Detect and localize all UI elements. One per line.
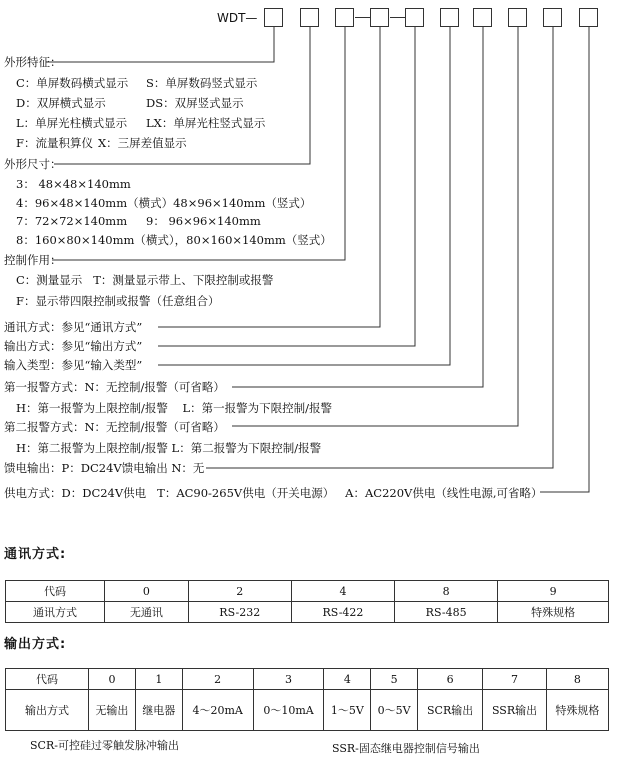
alarm1-title: 第一报警方式：N：无控制/报警（可省略） — [4, 380, 225, 394]
code-box-alarm1 — [473, 8, 492, 27]
ssr-note: SSR-固态继电器控制信号输出 — [332, 742, 480, 755]
output-ref: 输出方式：参见“输出方式” — [4, 339, 143, 353]
table-cell: 4 — [324, 669, 371, 690]
appearance-line: L：单屏光柱横式显示 — [16, 116, 128, 130]
comm-table — [5, 580, 609, 623]
table-cell: 特殊规格 — [498, 602, 609, 623]
feed-ref: 馈电输出：P：DC24V馈电输出 N：无 — [4, 461, 205, 475]
code-box-control — [335, 8, 354, 27]
table-cell: 1～5V — [324, 690, 371, 731]
code-box-appearance — [264, 8, 283, 27]
table-cell: 7 — [483, 669, 547, 690]
code-box-alarm2 — [508, 8, 527, 27]
table-cell: 特殊规格 — [546, 690, 608, 731]
table-cell: RS-232 — [188, 602, 291, 623]
table-cell: 8 — [395, 581, 498, 602]
table-cell: 1 — [135, 669, 182, 690]
appearance-line: C：单屏数码横式显示 — [16, 76, 129, 90]
code-box-size — [300, 8, 319, 27]
table-cell: SSR输出 — [483, 690, 547, 731]
table-cell: RS-485 — [395, 602, 498, 623]
table-cell: 9 — [498, 581, 609, 602]
table-cell: 0～10mA — [253, 690, 324, 731]
table-cell: 0～5V — [371, 690, 418, 731]
model-prefix: WDT— — [217, 11, 258, 25]
table-row — [6, 581, 609, 602]
size-title: 外形尺寸： — [4, 157, 62, 171]
size-line: 8：160×80×140mm（横式），80×160×140mm（竖式） — [16, 233, 332, 247]
table-row — [6, 690, 609, 731]
size-line: 4：96×48×140mm（横式）48×96×140mm（竖式） — [16, 196, 312, 210]
table-cell: 无通讯 — [105, 602, 189, 623]
scr-note: SCR-可控硅过零触发脉冲输出 — [30, 739, 179, 752]
table-row — [6, 669, 609, 690]
control-line: C：测量显示 T：测量显示带上、下限控制或报警 — [16, 273, 274, 287]
appearance-line: DS：双屏竖式显示 — [146, 96, 244, 110]
table-cell: 8 — [546, 669, 608, 690]
table-cell: 代码 — [6, 581, 105, 602]
table-cell: RS-422 — [291, 602, 394, 623]
table-cell: 4～20mA — [182, 690, 253, 731]
appearance-line: LX：单屏光柱竖式显示 — [146, 116, 266, 130]
power-ref: 供电方式：D：DC24V供电 T：AC90-265V供电（开关电源） A：AC220V供电（线性电源,可省略） — [4, 486, 543, 500]
table-cell: 6 — [418, 669, 483, 690]
control-line: F：显示带四限控制或报警（任意组合） — [16, 294, 220, 308]
appearance-line: D：双屏横式显示 — [16, 96, 106, 110]
table-cell: 5 — [371, 669, 418, 690]
size-line: 7：72×72×140mm — [16, 214, 128, 228]
table-row — [6, 602, 609, 623]
table-cell: 3 — [253, 669, 324, 690]
table-cell: 0 — [89, 669, 136, 690]
size-line: 9： 96×96×140mm — [146, 214, 261, 228]
table-cell: 无输出 — [89, 690, 136, 731]
comm-table-heading: 通讯方式: — [4, 547, 67, 562]
appearance-line: S：单屏数码竖式显示 — [146, 76, 258, 90]
table-cell: 输出方式 — [6, 690, 89, 731]
appearance-line: F：流量积算仪 — [16, 136, 93, 150]
table-cell: 通讯方式 — [6, 602, 105, 623]
alarm1-line: H：第一报警为上限控制/报警 L：第一报警为下限控制/报警 — [16, 401, 333, 415]
comm-ref: 通讯方式：参见“通讯方式” — [4, 320, 143, 334]
code-box-output — [405, 8, 424, 27]
output-table-heading: 输出方式: — [4, 637, 67, 652]
table-cell: 代码 — [6, 669, 89, 690]
appearance-line: X：三屏差值显示 — [98, 136, 187, 150]
control-title: 控制作用： — [4, 253, 62, 267]
table-cell: 0 — [105, 581, 189, 602]
output-table — [5, 668, 609, 731]
input-ref: 输入类型：参见“输入类型” — [4, 358, 143, 372]
code-box-feed — [543, 8, 562, 27]
table-cell: 继电器 — [135, 690, 182, 731]
code-box-power — [579, 8, 598, 27]
table-cell: 2 — [182, 669, 253, 690]
code-box-comm — [370, 8, 389, 27]
table-cell: SCR输出 — [418, 690, 483, 731]
size-line: 3： 48×48×140mm — [16, 177, 131, 191]
table-cell: 4 — [291, 581, 394, 602]
alarm2-line: H：第二报警为上限控制/报警 L：第二报警为下限控制/报警 — [16, 441, 322, 455]
code-box-input — [440, 8, 459, 27]
alarm2-title: 第二报警方式：N：无控制/报警（可省略） — [4, 420, 225, 434]
table-cell: 2 — [188, 581, 291, 602]
appearance-title: 外形特征： — [4, 55, 62, 69]
